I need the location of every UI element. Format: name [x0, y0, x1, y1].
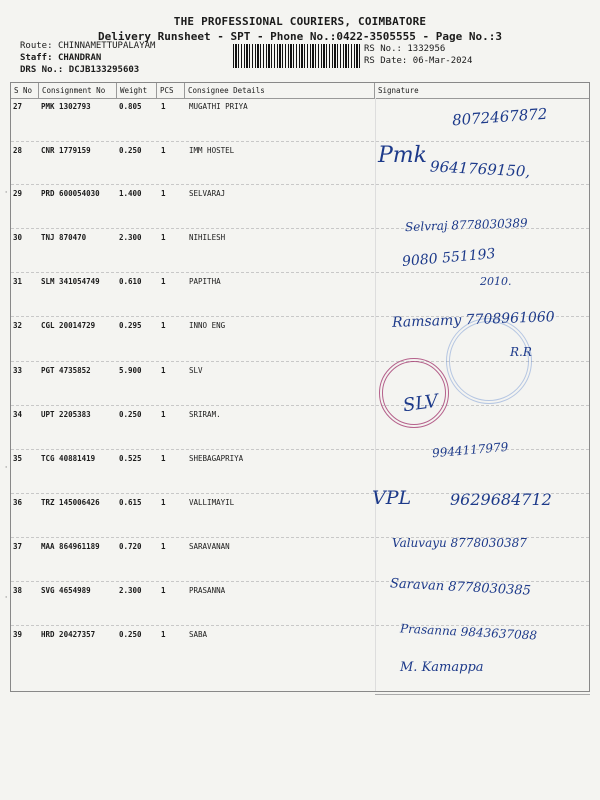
table-row	[11, 628, 381, 642]
row-sno: 37	[13, 542, 23, 551]
row-separator	[11, 141, 589, 142]
row-weight: 0.805	[119, 102, 142, 111]
row-sno: 36	[13, 498, 23, 507]
row-sno: 35	[13, 454, 23, 463]
rs-date-line	[364, 56, 472, 66]
row-consignment: PRD 600054030	[41, 189, 100, 198]
row-pcs: 1	[161, 542, 166, 551]
header-divider	[11, 98, 589, 99]
row-consignee: SARAVANAN	[189, 542, 230, 551]
route-value: CHINNAMETTUPALAYAM	[57, 41, 156, 51]
staff-value: CHANDRAN	[57, 53, 102, 63]
row-weight: 0.250	[119, 146, 142, 155]
row-pcs: 1	[161, 102, 166, 111]
signature-35-mark: VPL	[372, 487, 412, 509]
table-row	[11, 364, 381, 378]
row-consignment: TNJ 870470	[41, 233, 87, 242]
row-weight: 0.615	[119, 498, 142, 507]
row-consignment: SLM 341054749	[41, 277, 100, 286]
row-sno: 33	[13, 366, 23, 375]
row-consignee: SABA	[189, 630, 208, 639]
table-row	[11, 540, 381, 554]
signature-30: 9080 551193	[401, 245, 497, 271]
table-row	[11, 452, 381, 466]
signature-29: Selvraj 8778030389	[404, 215, 528, 235]
signature-37: Saravan 8778030385	[389, 576, 532, 599]
row-consignment: PMK 1302793	[41, 102, 91, 111]
row-sno: 30	[13, 233, 23, 242]
row-sno: 38	[13, 586, 23, 595]
signature-28: 9641769150,	[429, 157, 531, 181]
row-consignment: UPT 2205383	[41, 410, 91, 419]
row-consignment: PGT 4735852	[41, 366, 91, 375]
row-pcs: 1	[161, 277, 166, 286]
row-weight: 0.250	[119, 410, 142, 419]
row-pcs: 1	[161, 410, 166, 419]
drs-value: DCJB133295603	[68, 65, 140, 75]
row-weight: 0.250	[119, 630, 142, 639]
margin-mark: '	[4, 595, 9, 603]
row-pcs: 1	[161, 146, 166, 155]
signature-31: Ramsamy 7708961060	[391, 309, 555, 331]
col-consignment-header: Consignment No	[39, 83, 117, 98]
signature-32-mark: R.R	[510, 345, 532, 359]
row-consignee: MUGATHI PRIYA	[189, 102, 248, 111]
row-weight: 5.900	[119, 366, 142, 375]
row-weight: 0.525	[119, 454, 142, 463]
col-sno-header: S No	[11, 83, 39, 98]
row-sno: 34	[13, 410, 23, 419]
row-pcs: 1	[161, 498, 166, 507]
row-separator	[11, 272, 589, 273]
rs-no-line	[364, 44, 445, 54]
row-weight: 0.720	[119, 542, 142, 551]
signature-39: M. Kamappa	[400, 660, 484, 675]
row-consignment: CNR 1779159	[41, 146, 91, 155]
row-sno: 32	[13, 321, 23, 330]
margin-mark: '	[4, 190, 9, 198]
table-row	[11, 231, 381, 245]
signature-34: 9944117979	[431, 439, 509, 461]
row-sno: 27	[13, 102, 23, 111]
table-row	[11, 496, 381, 510]
row-separator	[11, 405, 589, 406]
row-pcs: 1	[161, 630, 166, 639]
table-row	[11, 275, 381, 289]
row-pcs: 1	[161, 454, 166, 463]
row-pcs: 1	[161, 233, 166, 242]
staff-line	[20, 53, 101, 63]
margin-mark: '	[4, 465, 9, 473]
row-consignee: VALLIMAYIL	[189, 498, 235, 507]
row-sno: 39	[13, 630, 23, 639]
drs-label: DRS No.:	[20, 65, 64, 75]
barcode	[233, 44, 360, 68]
table-row	[11, 408, 381, 422]
signature-38: Prasanna 9843637088	[399, 621, 538, 643]
row-weight: 2.300	[119, 586, 142, 595]
row-weight: 1.400	[119, 189, 142, 198]
table-row	[11, 100, 381, 114]
row-separator	[11, 184, 589, 185]
row-sno: 28	[13, 146, 23, 155]
row-consignment: SVG 4654989	[41, 586, 91, 595]
row-consignee: SELVARAJ	[189, 189, 226, 198]
signature-33-mark: SLV	[401, 390, 440, 417]
row-consignee: INNO ENG	[189, 321, 226, 330]
signature-35: 9629684712	[450, 490, 552, 509]
signature-28-mark: Pmk	[378, 143, 427, 168]
rs-no-label: RS No.:	[364, 44, 402, 54]
row-pcs: 1	[161, 321, 166, 330]
row-weight: 0.610	[119, 277, 142, 286]
table-row	[11, 319, 381, 333]
col-weight-header: Weight	[117, 83, 157, 98]
staff-label: Staff:	[20, 53, 53, 63]
signature-30b: 2010.	[480, 275, 512, 288]
row-consignment: MAA 864961189	[41, 542, 100, 551]
col-pcs-header: PCS	[157, 83, 185, 98]
runsheet-subtitle: Delivery Runsheet - SPT - Phone No.:0422-3505555 - Page No.:3	[98, 30, 502, 43]
rs-date-value: 06-Mar-2024	[412, 56, 473, 66]
row-consignee: IMM HOSTEL	[189, 146, 235, 155]
blue-stamp	[446, 318, 532, 404]
signature-27: 8072467872	[451, 104, 548, 130]
row-consignee: PAPITHA	[189, 277, 221, 286]
row-consignee: SRIRAM.	[189, 410, 221, 419]
company-title: THE PROFESSIONAL COURIERS, COIMBATORE	[173, 15, 427, 28]
row-consignee: PRASANNA	[189, 586, 226, 595]
table-row	[11, 584, 381, 598]
signature-36: Valuvayu 8778030387	[392, 536, 527, 550]
row-weight: 2.300	[119, 233, 142, 242]
row-pcs: 1	[161, 586, 166, 595]
footer-line	[375, 694, 590, 695]
col-signature-header: Signature	[378, 86, 419, 95]
row-pcs: 1	[161, 366, 166, 375]
rs-no-value: 1332956	[407, 44, 446, 54]
row-consignment: CGL 20014729	[41, 321, 96, 330]
rs-date-label: RS Date:	[364, 56, 408, 66]
route-line	[20, 41, 155, 51]
row-sno: 29	[13, 189, 23, 198]
row-sno: 31	[13, 277, 23, 286]
table-row	[11, 144, 381, 158]
row-consignment: TRZ 145006426	[41, 498, 100, 507]
row-consignment: TCG 40881419	[41, 454, 96, 463]
table-row	[11, 187, 381, 201]
row-consignee: NIHILESH	[189, 233, 226, 242]
row-weight: 0.295	[119, 321, 142, 330]
row-consignment: HRD 20427357	[41, 630, 96, 639]
route-label: Route:	[20, 41, 53, 51]
col-consignee-header: Consignee Details	[185, 83, 375, 98]
row-consignee: SHEBAGAPRIYA	[189, 454, 244, 463]
drs-line	[20, 65, 139, 75]
row-pcs: 1	[161, 189, 166, 198]
row-consignee: SLV	[189, 366, 203, 375]
